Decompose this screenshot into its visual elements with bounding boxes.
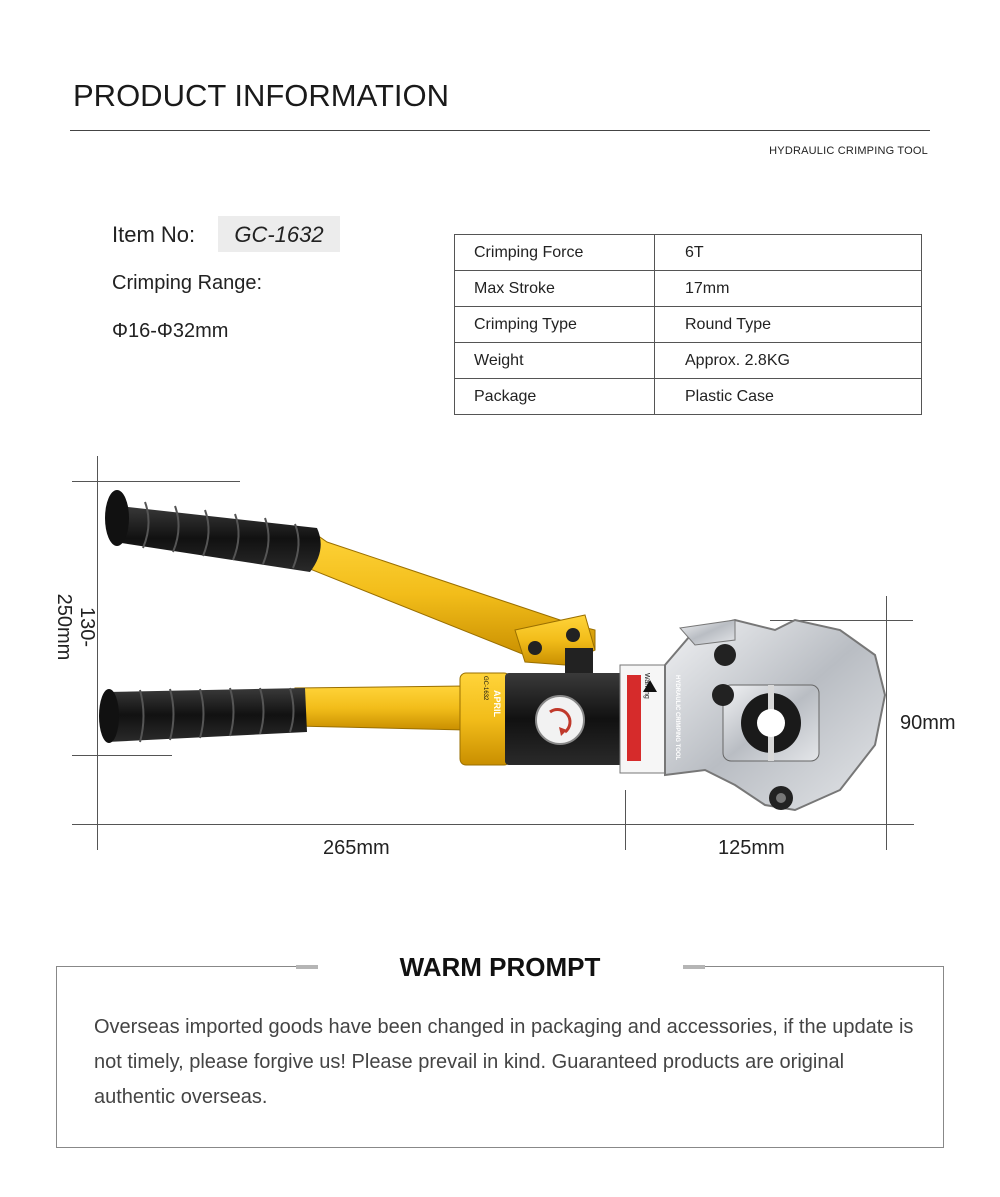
upper-handle bbox=[105, 490, 595, 678]
table-row bbox=[455, 235, 922, 271]
crimping-range-label: Crimping Range: bbox=[112, 272, 263, 294]
warm-prompt-title: WARM PROMPT bbox=[399, 952, 601, 982]
spec-key: Crimping Type bbox=[455, 307, 655, 343]
spec-key: Max Stroke bbox=[455, 271, 655, 307]
crimping-head bbox=[665, 620, 885, 810]
dimension-length-body: 265mm bbox=[323, 837, 390, 859]
page-title: PRODUCT INFORMATION bbox=[73, 78, 450, 113]
spec-table bbox=[454, 234, 922, 415]
spec-key: Package bbox=[455, 379, 655, 415]
dimension-length-head: 125mm bbox=[718, 837, 785, 859]
table-row bbox=[455, 343, 922, 379]
crimping-tool-illustration bbox=[95, 480, 895, 820]
table-row bbox=[455, 307, 922, 343]
lower-grip bbox=[99, 688, 307, 743]
dimension-baseline bbox=[72, 824, 914, 825]
tool-warning-label: Warning bbox=[643, 673, 650, 699]
header-divider bbox=[70, 130, 930, 131]
lower-handle bbox=[99, 686, 465, 743]
spec-key: Weight bbox=[455, 343, 655, 379]
warm-prompt-text: Overseas imported goods have been changed in packaging and accessories, if the update is not timely, please forgive us! Please prevail in kind. Guaranteed products are original authentic overseas. bbox=[94, 1016, 914, 1108]
crimping-range-value: Φ16-Φ32mm bbox=[112, 320, 229, 342]
tool-product-name-label: HYDRAULIC CRIMPING TOOL bbox=[674, 675, 680, 761]
dimension-head-height: 90mm bbox=[900, 712, 956, 734]
item-no-value: GC-1632 bbox=[218, 216, 340, 252]
upper-grip bbox=[105, 490, 321, 572]
dimension-handle-span: 130-250mm bbox=[53, 593, 98, 661]
table-row bbox=[455, 271, 922, 307]
spec-value: 6T bbox=[655, 235, 922, 271]
table-row bbox=[455, 379, 922, 415]
tool-model-label: GC-1632 bbox=[482, 676, 488, 701]
spec-value: Approx. 2.8KG bbox=[655, 343, 922, 379]
spec-value: 17mm bbox=[655, 271, 922, 307]
spec-key: Crimping Force bbox=[455, 235, 655, 271]
item-no-label: Item No: bbox=[112, 222, 196, 247]
page-subtitle: HYDRAULIC CRIMPING TOOL bbox=[769, 145, 928, 157]
tool-brand-label: APRIL bbox=[492, 690, 502, 717]
spec-value: Plastic Case bbox=[655, 379, 922, 415]
spec-value: Round Type bbox=[655, 307, 922, 343]
